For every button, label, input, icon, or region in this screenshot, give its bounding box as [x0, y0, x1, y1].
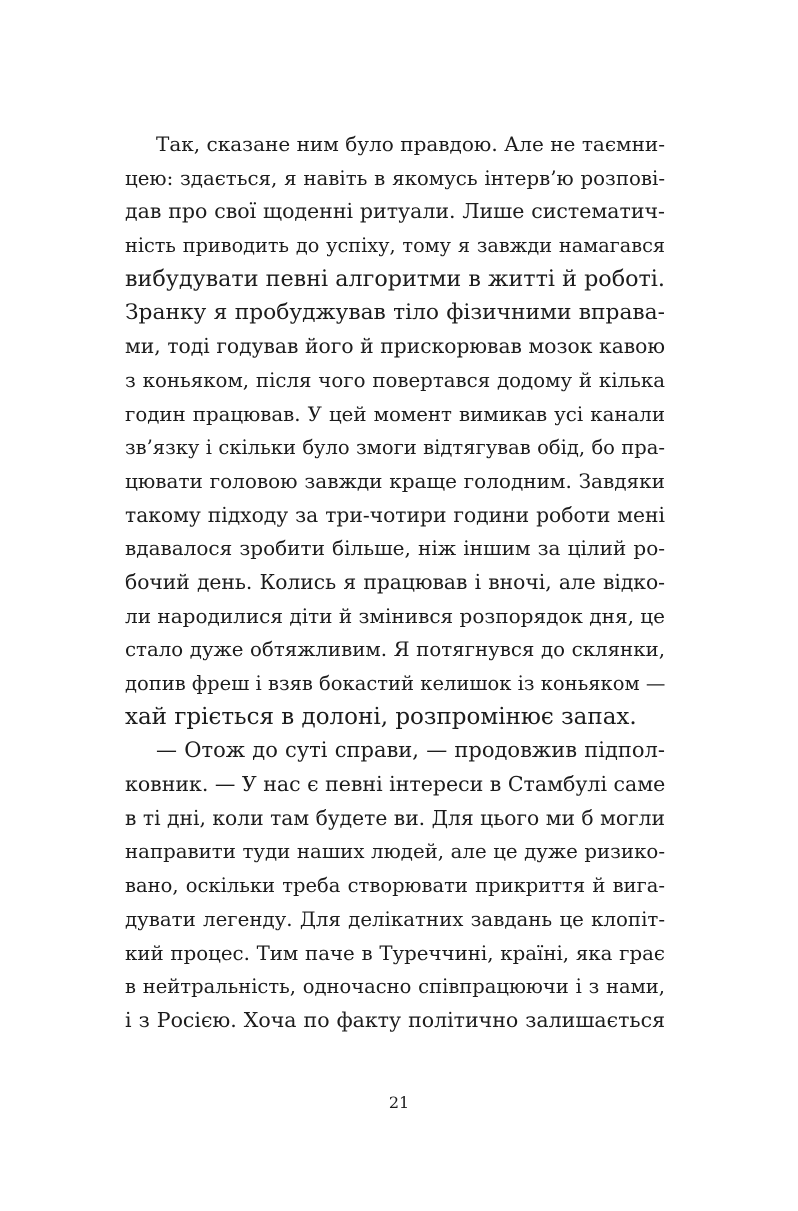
- text-line: допив фреш і взяв бокастий келишок із коньяком —: [125, 672, 666, 695]
- text-line: годин працював. У цей момент вимикав усі канали: [125, 402, 665, 426]
- text-line: в нейтральність, одночасно співпрацюючи і з нами,: [125, 975, 665, 999]
- text-line: вибудувати певні алгоритми в житті й роботі.: [125, 265, 665, 292]
- text-line: дав про свої щоденні ритуали. Лише систематич-: [125, 199, 665, 224]
- text-line: Так, сказане ним було правдою. Але не таємни-: [156, 132, 665, 156]
- text-line: такому підходу за три-чотири години роботи мені: [125, 502, 665, 527]
- text-line: ли народилися діти й змінився розпорядок дня, це: [125, 603, 665, 628]
- text-line: з коньяком, після чого повертався додому й кілька: [125, 368, 665, 392]
- text-line: ковник. — У нас є певні інтереси в Стамбулі саме: [125, 772, 666, 797]
- text-line: вано, оскільки треба створювати прикриття й вига-: [125, 874, 665, 898]
- text-line: бочий день. Колись я працював і вночі, але відко-: [125, 569, 665, 594]
- page-number: 21: [388, 1093, 410, 1112]
- text-line: хай гріється в долоні, розпромінює запах.: [125, 703, 637, 730]
- text-line: цею: здається, я навіть в якомусь інтерв’ю розпові-: [125, 166, 665, 190]
- body-text: [125, 128, 665, 1038]
- text-line: Зранку я пробуджував тіло фізичними вправа-: [125, 300, 665, 326]
- text-line: цювати головою завжди краще голодним. Завдяки: [125, 468, 665, 493]
- text-line: ність приводить до успіху, тому я завжди намагався: [125, 234, 665, 258]
- text-line: кий процес. Тим паче в Туреччині, країні, яка грає: [125, 941, 665, 965]
- text-line: в ті дні, коли там будете ви. Для цього ми б могли: [125, 805, 665, 830]
- text-line: стало дуже обтяжливим. Я потягнувся до склянки,: [125, 638, 665, 662]
- text-line: і з Росією. Хоча по факту політично залишається: [125, 1007, 665, 1032]
- text-line: вдавалося зробити більше, ніж іншим за цілий ро-: [125, 536, 665, 561]
- text-line: зв’язку і скільки було змоги відтягував обід, бо пра-: [125, 436, 665, 460]
- text-line: ми, тоді годував його й прискорював мозок кавою: [125, 334, 665, 359]
- text-line: дувати легенду. Для делікатних завдань це клопіт-: [125, 907, 665, 931]
- text-line: направити туди наших людей, але це дуже ризико-: [125, 840, 665, 864]
- text-line: — Отож до суті справи, — продовжив підпол-: [156, 738, 665, 763]
